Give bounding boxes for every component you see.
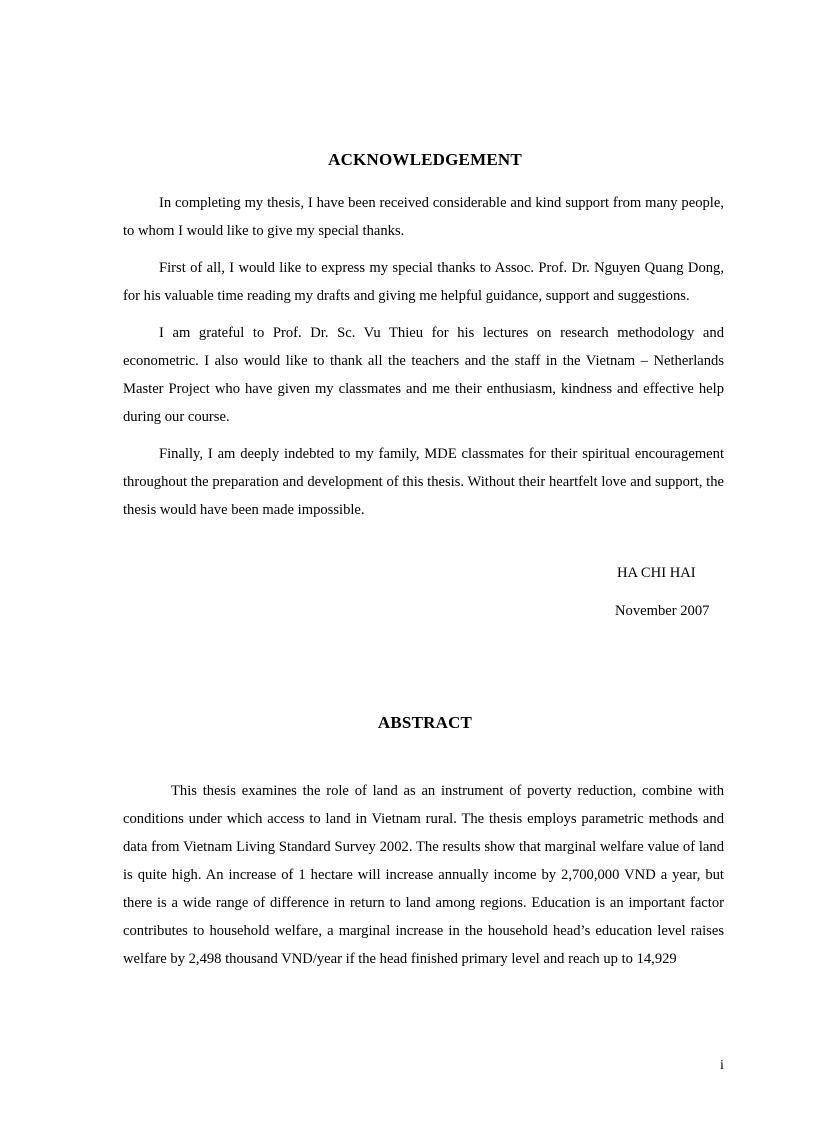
acknowledgement-body (123, 189, 724, 533)
author-name: HA CHI HAI (617, 565, 696, 581)
page-number: i (720, 1058, 724, 1073)
abstract-paragraph: This thesis examines the role of land as an instrument of poverty reduction, combine with conditions under which access to land in Vietnam rural. The thesis employs parametric methods and data from Vietnam Living Standard Survey 2002. The results show that marginal welfare value of land is quite high. An increase of 1 hectare will increase annually income by 2,700,000 VND a year, but there is a wide range of difference in return to land among regions. Education is an important factor contributes to household welfare, a marginal increase in the household head’s education level raises welfare by 2,498 thousand VND/year if the head finished primary level and reach up to 14,929 (123, 783, 724, 967)
abstract-title: ABSTRACT (377, 713, 473, 732)
acknowledgement-paragraph: Finally, I am deeply indebted to my family, MDE classmates for their spiritual encouragement throughout the preparation and development of this thesis. Without their heartfelt love and support, the thesis would have been made impossible. (123, 446, 724, 518)
acknowledgement-title: ACKNOWLEDGEMENT (328, 150, 522, 169)
acknowledgement-paragraph: I am grateful to Prof. Dr. Sc. Vu Thieu for his lectures on research methodology and econometric. I also would like to thank all the teachers and the staff in the Vietnam – Netherlands Master Project who have given my classmates and me their enthusiasm, kindness and effective help during our course. (123, 325, 724, 425)
acknowledgement-paragraph: In completing my thesis, I have been received considerable and kind support from many people, to whom I would like to give my special thanks. (123, 195, 724, 239)
acknowledgement-paragraph: First of all, I would like to express my special thanks to Assoc. Prof. Dr. Nguyen Quang Dong, for his valuable time reading my drafts and giving me helpful guidance, support and suggestions. (123, 260, 724, 304)
abstract-body (123, 777, 724, 982)
author-date: November 2007 (615, 603, 710, 619)
